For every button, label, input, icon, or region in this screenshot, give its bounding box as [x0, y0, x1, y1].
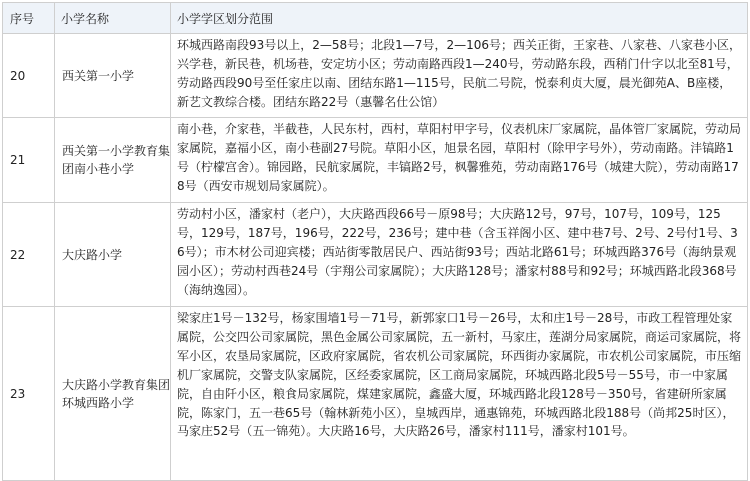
row-district-range: 环城西路南段93号以上，2—58号；北段1—7号，2—106号；西关正街，王家巷、八家巷、八家巷小区，兴学巷，新民巷，机场巷，安定坊小区；劳动南路西段1—240号，劳动路东段，西稍门什字以北至81号，劳动路西段90号至任家庄以南、团结东路1—115号，民航二号院，悦泰利贞大厦，晨光御苑A、B座楼，新艺文教综合楼。团结东路22号（惠馨名仕公馆）	[171, 34, 748, 118]
row-school-name: 大庆路小学教育集团环城西路小学	[55, 307, 171, 481]
row-seq: 20	[3, 34, 55, 118]
row-seq: 22	[3, 203, 55, 307]
header-school-name: 小学名称	[55, 3, 171, 34]
header-district-range: 小学学区划分范围	[171, 3, 748, 34]
row-school-name: 西关第一小学教育集团南小巷小学	[55, 118, 171, 203]
table-row	[3, 34, 748, 118]
school-district-table	[2, 2, 748, 481]
table-row	[3, 118, 748, 203]
row-school-name: 西关第一小学	[55, 34, 171, 118]
row-district-range: 劳动村小区，潘家村（老户），大庆路西段66号－原98号；大庆路12号，97号，107号，109号，125号，129号，187号，196号，222号，236号；建中巷（含玉祥阁小区、建中巷7号、2号、2号付1号、36号）；市木材公司迎宾楼；西站街零散居民户、西站街93号；西站北路61号；环城西路376号（海纳景观园小区）；劳动村西巷24号（宇翔公司家属院）；大庆路128号；潘家村88号和92号；环城西路北段368号（海纳逸园）。	[171, 203, 748, 307]
row-seq: 21	[3, 118, 55, 203]
table-row	[3, 307, 748, 481]
table-header-row	[3, 3, 748, 34]
table-row	[3, 203, 748, 307]
row-school-name: 大庆路小学	[55, 203, 171, 307]
row-district-range: 南小巷，介家巷，半截巷，人民东村，西村，草阳村甲字号，仪表机床厂家属院，晶体管厂家属院，劳动局家属院，嘉福小区，南小巷副27号院。草阳小区，旭景名园，草阳村（除甲字号外），劳动南路。沣镐路1号（柠檬宫舍）。锦园路，民航家属院，丰镐路2号，枫馨雅苑，劳动南路176号（城建大院），劳动南路178号（西安市规划局家属院）。	[171, 118, 748, 203]
header-seq: 序号	[3, 3, 55, 34]
row-seq: 23	[3, 307, 55, 481]
row-district-range: 梁家庄1号－132号，杨家围墙1号－71号，新郭家口1号－26号，太和庄1号－28号，市政工程管理处家属院，公交四公司家属院，黑色金属公司家属院，五一新村，马家庄，莲湖分局家属院，商运司家属院，将军小区，农垦局家属院，区政府家属院，省农机公司家属院，环西街办家属院，市农机公司家属院，市压缩机厂家属院，交警支队家属院，区经委家属院，区工商局家属院，环城西路北段5号－55号，市一中家属院，自由阡小区，粮食局家属院，煤建家属院，鑫盛大厦，环城西路北段128号－350号，省建研所家属院，陈家门，五一巷65号（翰林新苑小区），皇城西岸，通惠锦苑，环城西路北段188号（尚邦25时区），马家庄52号（五一锦苑）。大庆路16号，大庆路26号，潘家村111号，潘家村101号。	[171, 307, 748, 481]
